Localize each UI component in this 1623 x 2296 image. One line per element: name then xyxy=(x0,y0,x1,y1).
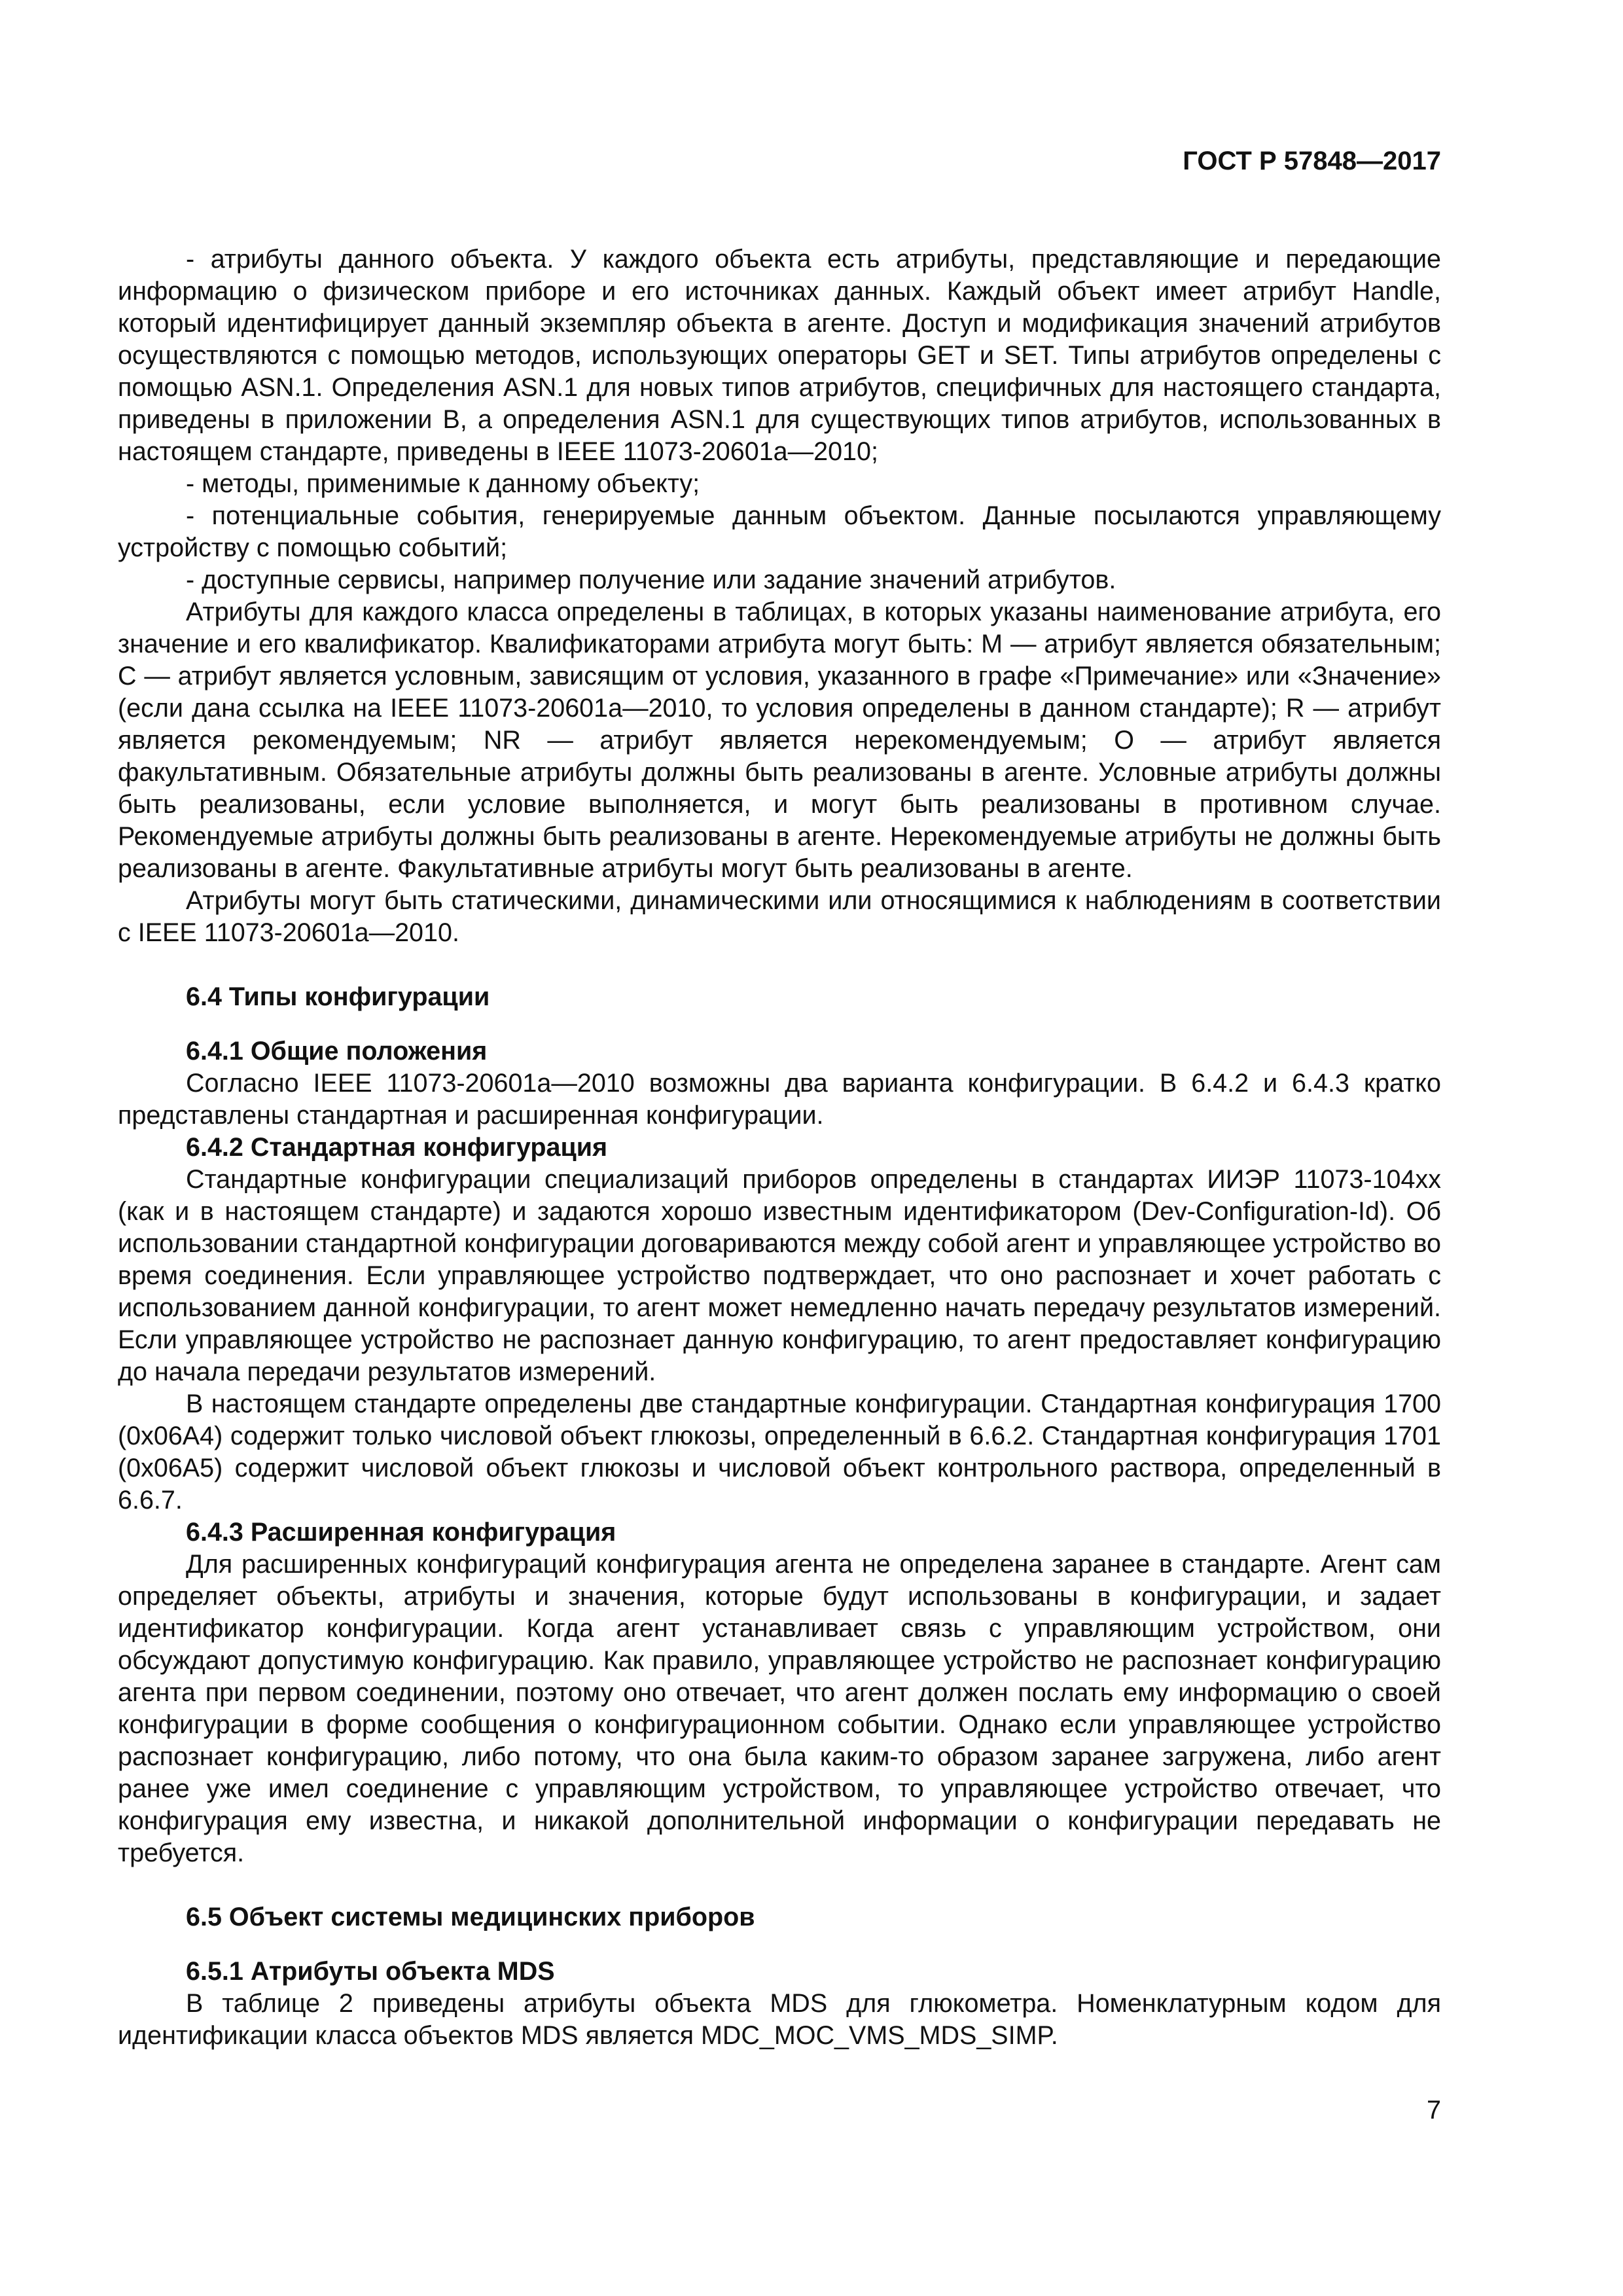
document-body xyxy=(118,243,1441,2052)
paragraph: Стандартные конфигурации специализаций приборов определены в стандартах ИИЭР 11073-104xx (как и в настоящем стандарте) и задаются хорошо известным идентификатором (Dev-Configuration-Id). Об использовании стандартной конфигурации договариваются между собой агент и управляющее устройство во время соединения. Если управляющее устройство подтверждает, что оно распознает и хочет работать с использованием данной конфигурации, то агент может немедленно начать передачу результатов измерений. Если управляющее устройство не распознает данную конфигурацию, то агент предоставляет конфигурацию до начала передачи результатов измерений. xyxy=(118,1165,1441,1386)
paragraph: Для расширенных конфигураций конфигурация агента не определена заранее в стандарте. Агент сам определяет объекты, атрибуты и значения, которые будут использованы в конфигурации, и задает идентификатор конфигурации. Когда агент устанавливает связь с управляющим устройством, они обсуждают допустимую конфигурацию. Как правило, управляющее устройство не распознает конфигурацию агента при первом соединении, поэтому оно отвечает, что агент должен послать ему информацию о своей конфигурации в форме сообщения о конфигурационном событии. Однако если управляющее устройство распознает конфигурацию, либо потому, что она была каким-то образом заранее загружена, либо агент ранее уже имел соединение с управляющим устройством, то управляющее устройство отвечает, что конфигурация ему известна, и никакой дополнительной информации о конфигурации передавать не требуется. xyxy=(118,1550,1441,1867)
paragraph: Атрибуты для каждого класса определены в таблицах, в которых указаны наименование атрибута, его значение и его квалификатор. Квалификаторами атрибута могут быть: M — атрибут является обязательным; C — атрибут является условным, зависящим от условия, указанного в графе «Примечание» или «Значение» (если дана ссылка на IEEE 11073-20601a—2010, то условия определены в данном стандарте); R — атрибут является рекомендуемым; NR — атрибут является нерекомендуемым; O — атрибут является факультативным. Обязательные атрибуты должны быть реализованы в агенте. Условные атрибуты должны быть реализованы, если условие выполняется, и могут быть реализованы в противном случае. Рекомендуемые атрибуты должны быть реализованы в агенте. Нерекомендуемые атрибуты не должны быть реализованы в агенте. Факультативные атрибуты могут быть реализованы в агенте. xyxy=(118,598,1441,883)
section-heading-6-5-1: 6.5.1 Атрибуты объекта MDS xyxy=(186,1957,555,1986)
paragraph: - атрибуты данного объекта. У каждого объекта есть атрибуты, представляющие и передающие информацию о физическом приборе и его источниках данных. Каждый объект имеет атрибут Handle, который идентифицирует данный экземпляр объекта в агенте. Доступ и модификация значений атрибутов осуществляются с помощью методов, использующих операторы GET и SET. Типы атрибутов определены с помощью ASN.1. Определения ASN.1 для новых типов атрибутов, специфичных для настоящего стандарта, приведены в приложении B, а определения ASN.1 для существующих типов атрибутов, использованных в настоящем стандарте, приведены в IEEE 11073-20601a—2010; xyxy=(118,245,1441,466)
section-heading-6-4-1: 6.4.1 Общие положения xyxy=(186,1037,488,1066)
paragraph: - методы, применимые к данному объекту; xyxy=(186,469,700,498)
section-heading-6-4-2: 6.4.2 Стандартная конфигурация xyxy=(186,1133,608,1162)
paragraph: В таблице 2 приведены атрибуты объекта MDS для глюкометра. Номенклатурным кодом для идентификации класса объектов MDS является MDC_MOC_VMS_MDS_SIMP. xyxy=(118,1989,1441,2050)
paragraph: Согласно IEEE 11073-20601a—2010 возможны два варианта конфигурации. В 6.4.2 и 6.4.3 кратко представлены стандартная и расширенная конфигурации. xyxy=(118,1069,1441,1130)
paragraph: В настоящем стандарте определены две стандартные конфигурации. Стандартная конфигурация 1700 (0x06A4) содержит только числовой объект глюкозы, определенный в 6.6.2. Стандартная конфигурация 1701 (0x06A5) содержит числовой объект глюкозы и числовой объект контрольного раствора, определенный в 6.6.7. xyxy=(118,1390,1441,1515)
paragraph: Атрибуты могут быть статическими, динамическими или относящимися к наблюдениям в соответствии с IEEE 11073-20601a—2010. xyxy=(118,886,1441,947)
section-heading-6-4-3: 6.4.3 Расширенная конфигурация xyxy=(186,1518,616,1547)
section-heading-6-5: 6.5 Объект системы медицинских приборов xyxy=(186,1903,755,1931)
page-number: 7 xyxy=(1427,2096,1441,2125)
paragraph: - потенциальные события, генерируемые данным объектом. Данные посылаются управляющему устройству с помощью событий; xyxy=(118,501,1441,562)
document-header: ГОСТ Р 57848—2017 xyxy=(1183,147,1441,175)
section-heading-6-4: 6.4 Типы конфигурации xyxy=(186,982,490,1011)
paragraph: - доступные сервисы, например получение или задание значений атрибутов. xyxy=(186,565,1116,594)
